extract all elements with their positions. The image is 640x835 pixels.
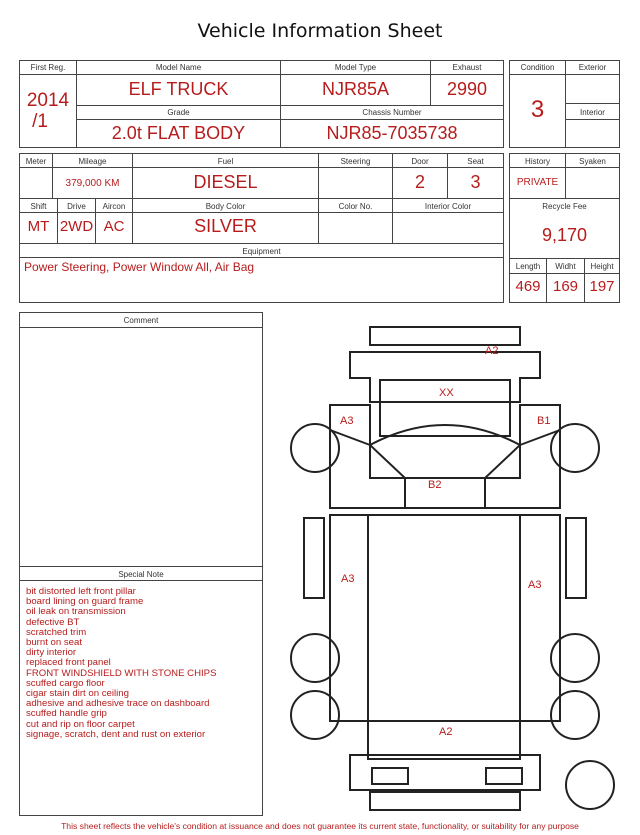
color-no-header: Color No. bbox=[338, 202, 373, 211]
fuel-header: Fuel bbox=[217, 157, 234, 166]
page-title: Vehicle Information Sheet bbox=[197, 20, 443, 42]
length-header: Length bbox=[515, 262, 541, 271]
special-note-item: bit distorted left front pillar bbox=[26, 586, 136, 597]
model-name-header: Model Name bbox=[155, 63, 202, 72]
disclaimer-footer: This sheet reflects the vehicle's condition at issuance and does not guarantee its current state, functionality, or suitability for any purpose bbox=[61, 821, 579, 831]
history-value: PRIVATE bbox=[516, 177, 559, 188]
history-header: History bbox=[525, 157, 550, 166]
equipment-value: Power Steering, Power Window All, Air Bag bbox=[24, 260, 255, 274]
special-note-item: board lining on guard frame bbox=[26, 596, 144, 608]
damage-mark-left-pillar: A3 bbox=[340, 415, 354, 427]
damage-mark-right-side: A3 bbox=[528, 579, 542, 591]
model-type-value: NJR85A bbox=[321, 79, 390, 99]
right-side-panel bbox=[566, 518, 586, 598]
special-note-item: burnt on seat bbox=[26, 637, 83, 649]
grade-value: 2.0t FLAT BODY bbox=[111, 123, 246, 143]
first-reg-header: First Reg. bbox=[30, 63, 66, 72]
damage-mark-windshield-top: XX bbox=[439, 387, 454, 399]
damage-mark-windshield: B2 bbox=[428, 479, 442, 491]
special-note-item: defective BT bbox=[26, 616, 80, 628]
recycle-fee-value: 9,170 bbox=[541, 225, 588, 245]
body-color-header: Body Color bbox=[205, 202, 246, 211]
left-side-panel bbox=[304, 518, 324, 598]
shift-header: Shift bbox=[30, 202, 47, 211]
body-color-value: SILVER bbox=[194, 216, 257, 236]
damage-mark-front-bumper: A2 bbox=[485, 345, 499, 357]
front-bumper-part bbox=[370, 327, 520, 345]
special-note-item: cut and rip on floor carpet bbox=[26, 718, 135, 730]
door-value: 2 bbox=[414, 172, 425, 192]
special-note-item: FRONT WINDSHIELD WITH STONE CHIPS bbox=[26, 667, 217, 679]
exhaust-value: 2990 bbox=[446, 79, 488, 99]
condition-value: 3 bbox=[530, 96, 545, 123]
fuel-value: DIESEL bbox=[193, 172, 258, 192]
first-reg-month: /1 bbox=[32, 111, 48, 132]
width-value: 169 bbox=[552, 278, 579, 295]
seat-value: 3 bbox=[470, 172, 481, 192]
cargo-bed-inner bbox=[368, 515, 520, 759]
model-type-header: Model Type bbox=[334, 63, 377, 72]
recycle-fee-header: Recycle Fee bbox=[542, 202, 587, 211]
height-header: Height bbox=[590, 262, 614, 271]
damage-mark-right-pillar: B1 bbox=[537, 415, 551, 427]
special-note-item: dirty interior bbox=[26, 647, 77, 659]
height-value: 197 bbox=[589, 278, 615, 295]
equipment-header: Equipment bbox=[242, 247, 281, 256]
damage-mark-rear: A2 bbox=[439, 726, 453, 738]
interior-color-header: Interior Color bbox=[424, 202, 472, 211]
mileage-header: Mileage bbox=[78, 157, 107, 166]
exhaust-header: Exhaust bbox=[452, 63, 482, 72]
aircon-header: Aircon bbox=[102, 202, 126, 211]
mileage-value: 379,000 KM bbox=[65, 178, 120, 189]
drive-value: 2WD bbox=[59, 218, 94, 235]
drive-header: Drive bbox=[67, 202, 86, 211]
special-note-item: replaced front panel bbox=[26, 657, 111, 669]
comment-header: Comment bbox=[123, 316, 159, 325]
grade-header: Grade bbox=[167, 108, 190, 117]
shift-value: MT bbox=[27, 218, 50, 235]
first-reg-year: 2014 bbox=[26, 90, 70, 111]
special-note-item: scuffed cargo floor bbox=[26, 677, 105, 689]
model-name-value: ELF TRUCK bbox=[128, 79, 229, 99]
windshield-part bbox=[370, 425, 520, 478]
special-note-item: scratched trim bbox=[26, 626, 87, 638]
length-value: 469 bbox=[515, 278, 541, 295]
special-note-item: scuffed handle grip bbox=[26, 708, 107, 720]
exterior-header: Exterior bbox=[578, 63, 607, 72]
interior-header: Interior bbox=[580, 108, 605, 117]
special-note-item: adhesive and adhesive trace on dashboard bbox=[26, 698, 210, 710]
special-note-item: signage, scratch, dent and rust on exterior bbox=[26, 728, 206, 740]
cargo-bed-outer bbox=[330, 515, 560, 721]
special-notes-list bbox=[26, 587, 262, 740]
condition-header: Condition bbox=[520, 63, 555, 72]
steering-header: Steering bbox=[340, 157, 371, 166]
special-note-header: Special Note bbox=[118, 570, 164, 579]
width-header: Widht bbox=[555, 262, 576, 271]
syaken-header: Syaken bbox=[579, 157, 606, 166]
special-note-item: cigar stain dirt on ceiling bbox=[26, 688, 129, 700]
chassis-header: Chassis Number bbox=[362, 108, 422, 117]
meter-header: Meter bbox=[25, 157, 47, 166]
damage-mark-left-side: A3 bbox=[341, 573, 355, 585]
seat-header: Seat bbox=[467, 157, 484, 166]
special-note-item: oil leak on transmission bbox=[26, 606, 126, 618]
aircon-value: AC bbox=[103, 218, 125, 235]
door-header: Door bbox=[411, 157, 429, 166]
chassis-value: NJR85-7035738 bbox=[326, 123, 458, 143]
